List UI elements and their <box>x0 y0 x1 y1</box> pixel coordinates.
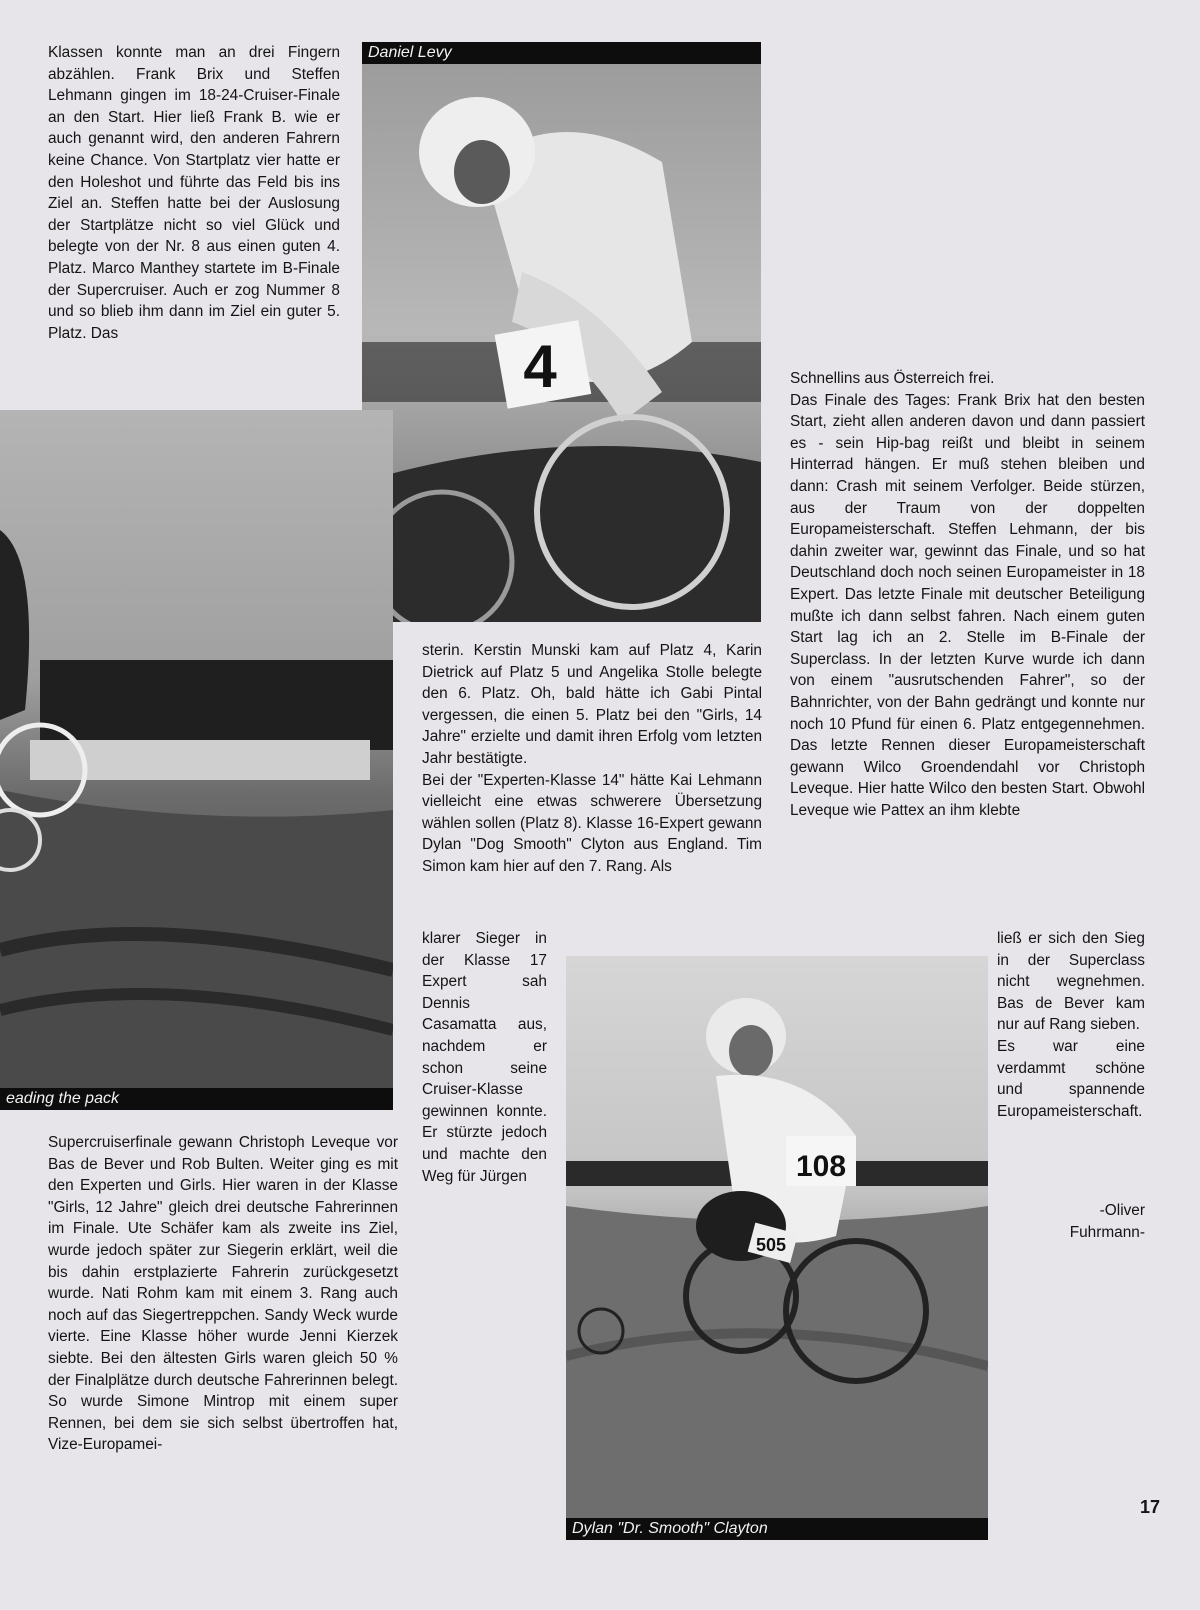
photo-daniel-levy <box>362 42 761 622</box>
photo-daniel-levy-image <box>362 42 761 622</box>
article-column-3 <box>790 368 1145 821</box>
page-number: 17 <box>1140 1497 1161 1517</box>
article-column-2-narrow <box>422 928 547 1187</box>
paragraph: Es war eine verdammt schöne und spannende Europameisterschaft. <box>997 1037 1145 1120</box>
photo-dylan-clayton-image <box>566 956 988 1540</box>
article-column-3-narrow <box>997 928 1145 1122</box>
paragraph: Das Finale des Tages: Frank Brix hat den besten Start, zieht allen anderen davon und dann passiert es - sein Hip-bag reißt und bleibt in seinem Hinterrad hängen. Er muß stehen bleiben und dann: Crash mit seinem Verfolger. Beide stürzen, aus der Traum von der doppelten Europameisterschaft. Steffen Lehmann, der bis dahin zweiter war, gewinnt das Finale, und so hat Deutschland doch noch seinen Europameister in 18 Expert. Das letzte Finale mit deutscher Beteiligung mußte ich dann selbst fahren. Nach einem guten Start lag ich an 2. Stelle im B-Finale der Superclass. In der letzten Kurve wurde ich dann von einem "ausrutschenden Fahrer", so der Bahnrichter, von der Bahn gedrängt und konnte nur noch 10 Pfund für einen 6. Platz entgegennehmen. Das letzte Rennen dieser Europameisterschaft gewann Wilco Groendendahl vor Christoph Leveque. Hier hatte Wilco den besten Start. Obwohl Leveque wie Pattex an ihm klebte <box>790 391 1145 819</box>
paragraph: sterin. Kerstin Munski kam auf Platz 4, Karin Dietrick auf Platz 5 und Angelika Stolle belegte den 6. Platz. Oh, bald hätte ich Gabi Pintal vergessen, die einen 5. Platz bei den "Girls, 14 Jahre" erzielte und damit ihren Erfolg vom letzten Jahr bestätigte. <box>422 642 762 767</box>
race-number-plate-108: 108 <box>795 1150 847 1183</box>
caption-dylan-clayton: Dylan "Dr. Smooth" Clayton <box>566 1518 988 1540</box>
caption-leading-the-pack: eading the pack <box>0 1088 393 1110</box>
article-column-1-top <box>48 42 340 344</box>
caption-daniel-levy: Daniel Levy <box>362 42 761 64</box>
article-column-1-bottom <box>48 1132 398 1456</box>
paragraph: Schnellins aus Österreich frei. <box>790 370 995 387</box>
paragraph: klarer Sieger in der Klasse 17 Expert sah Dennis Casamatta aus, nachdem er schon seine Cruiser-Klasse gewinnen konnte. Er stürzte jedoch und machte den Weg für Jürgen <box>422 930 547 1185</box>
author-line-2: Fuhrmann- <box>1069 1223 1145 1241</box>
photo-leading-the-pack-image <box>0 410 393 1110</box>
race-number-plate-505: 505 <box>755 1235 787 1255</box>
photo-dylan-clayton <box>566 956 988 1540</box>
author-byline <box>997 1200 1145 1243</box>
paragraph: Bei der "Experten-Klasse 14" hätte Kai Lehmann vielleicht eine etwas schwerere Übersetzung wählen sollen (Platz 8). Klasse 16-Expert gewann Dylan "Dog Smooth" Clyton aus England. Tim Simon kam hier auf den 7. Rang. Als <box>422 771 762 875</box>
author-line-1: -Oliver <box>1099 1202 1145 1219</box>
paragraph: Klassen konnte man an drei Fingern abzählen. Frank Brix und Steffen Lehmann gingen im 18-24-Cruiser-Finale an den Start. Hier ließ Frank B. wie er auch genannt wird, den anderen Fahrern keine Chance. Von Startplatz vier hatte er den Holeshot und führte das Feld bis ins Ziel an. Steffen hatte bei der Auslosung der Startplätze nicht so viel Glück und belegte von der Nr. 8 aus einen guten 4. Platz. Marco Manthey startete im B-Finale der Supercruiser. Auch er zog Nummer 8 und so blieb ihm dann im Ziel ein guter 5. Platz. Das <box>48 44 340 342</box>
photo-leading-the-pack <box>0 410 393 1110</box>
paragraph: ließ er sich den Sieg in der Superclass nicht wegnehmen. Bas de Bever kam nur auf Rang sieben. <box>997 930 1145 1034</box>
article-column-2-top <box>422 640 762 878</box>
paragraph: Supercruiserfinale gewann Christoph Leveque vor Bas de Bever und Rob Bulten. Weiter ging es mit den Experten und Girls. Hier waren in der Klasse "Girls, 12 Jahre" gleich drei deutsche Fahrerinnen im Finale. Ute Schäfer kam als zweite ins Ziel, wurde jedoch später zur Siegerin erklärt, weil die bis dahin erstplazierte Fahrerin zurückgesetzt wurde. Nati Rohm kam mit einem 3. Rang auch noch auf das Siegertreppchen. Sandy Weck wurde vierte. Eine Klasse höher wurde Jenni Kierzek siebte. Bei den ältesten Girls waren gleich 50 % der Finalplätze durch deutsche Fahrerinnen belegt. So wurde Simone Mintrop mit einem super Rennen, bei dem sie sich selbst übertroffen hat, Vize-Europamei- <box>48 1134 398 1454</box>
race-number-plate: 4 <box>523 333 557 400</box>
